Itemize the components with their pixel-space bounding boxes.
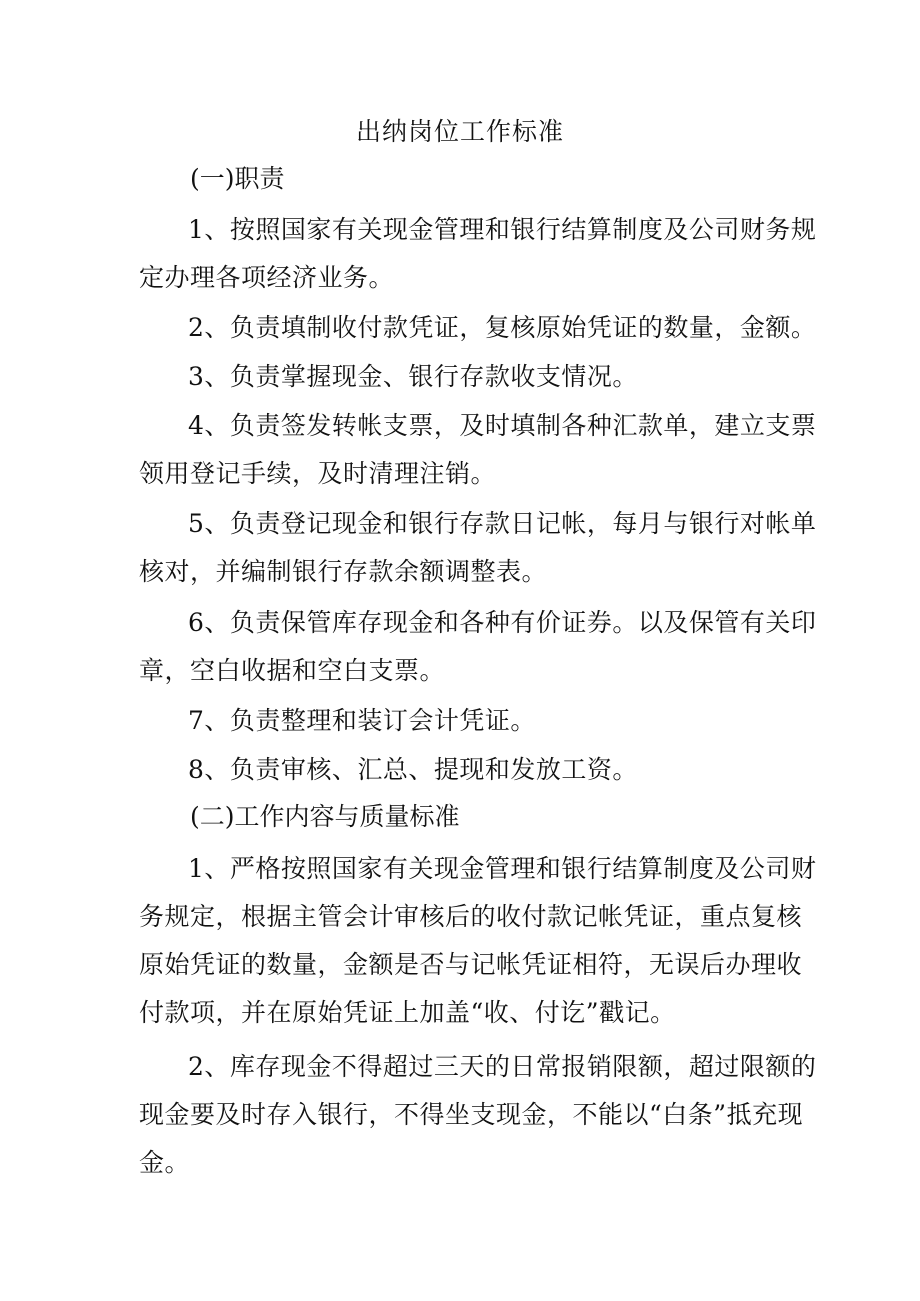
duty-item-4: 4、负责签发转帐支票，及时填制各种汇款单，建立支票领用登记手续，及时清理注销。 [139,411,817,488]
duty-item-2: 2、负责填制收付款凭证，复核原始凭证的数量，金额。 [188,313,817,342]
document-title: 出纳岗位工作标准 [355,117,564,146]
section-heading-work-content: (二)工作内容与质量标准 [190,802,460,831]
duty-item-8: 8、负责审核、汇总、提现和发放工资。 [188,755,638,784]
duty-item-1: 1、按照国家有关现金管理和银行结算制度及公司财务规定办理各项经济业务。 [139,215,817,292]
duty-item-7: 7、负责整理和装订会计凭证。 [188,706,536,735]
standard-item-1: 1、严格按照国家有关现金管理和银行结算制度及公司财务规定，根据主管会计审核后的收付款记帐凭证，重点复核原始凭证的数量，金额是否与记帐凭证相符，无误后办理收付款项，并在原始凭证上加盖“收、付讫”戳记。 [139,854,817,1027]
duty-item-3: 3、负责掌握现金、银行存款收支情况。 [188,362,638,391]
duty-item-6: 6、负责保管库存现金和各种有价证券。以及保管有关印章，空白收据和空白支票。 [139,608,817,685]
standard-item-2: 2、库存现金不得超过三天的日常报销限额，超过限额的现金要及时存入银行，不得坐支现金，不能以“白条”抵充现金。 [139,1052,817,1177]
duty-item-5: 5、负责登记现金和银行存款日记帐，每月与银行对帐单核对，并编制银行存款余额调整表。 [139,509,817,586]
section-heading-duties: (一)职责 [190,164,285,193]
